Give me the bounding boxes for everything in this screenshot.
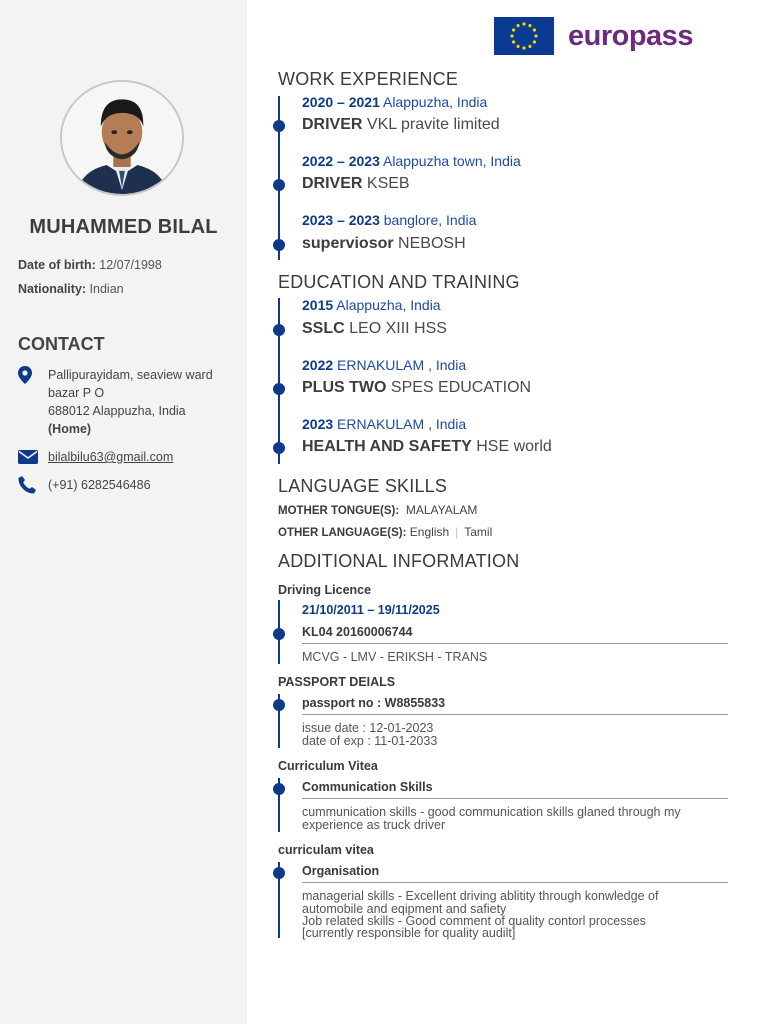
edu-item-2-institution: SPES EDUCATION (390, 379, 532, 396)
edu-item-3-institution: HSE world (476, 438, 552, 455)
separator: | (455, 525, 459, 539)
other-language-item: Tamil (464, 525, 493, 539)
work-item-2-employer: KSEB (366, 175, 410, 192)
timeline-dot (273, 383, 285, 395)
edu-item-1-location: Alappuzha, India (336, 297, 441, 313)
organisation-desc-3: Job related skills - Good comment of quality contorl processes (302, 914, 646, 928)
driving-licence-heading: Driving Licence (278, 583, 372, 597)
edu-item-1-year: 2015 (302, 297, 334, 313)
timeline-dot (273, 699, 285, 711)
timeline-dot (273, 179, 285, 191)
timeline-dot (273, 442, 285, 454)
timeline-dot (273, 783, 285, 795)
edu-item-1-date (302, 297, 441, 313)
timeline-dot (273, 628, 285, 640)
education-title: EDUCATION AND TRAINING (278, 272, 520, 292)
nationality-value: Indian (89, 282, 124, 296)
language-skills-title: LANGUAGE SKILLS (278, 476, 448, 496)
communication-skills-desc-2: experience as truck driver (302, 818, 446, 832)
sidebar (0, 0, 247, 1024)
work-item-1-title: DRIVER (302, 116, 363, 133)
contact-title: CONTACT (18, 334, 105, 354)
additional-info-title: ADDITIONAL INFORMATION (278, 551, 520, 571)
address-type: (Home) (48, 422, 92, 436)
edu-item-3-role (302, 438, 552, 456)
edu-item-2-qualification: PLUS TWO (302, 379, 387, 396)
europass-wordmark: europass (568, 20, 693, 52)
address-line-1: Pallipurayidam, seaview ward (48, 368, 213, 382)
work-experience-title: WORK EXPERIENCE (278, 69, 459, 89)
organisation-desc-4: [currently responsible for quality audilt] (302, 926, 516, 940)
email-row (18, 448, 238, 466)
date-of-birth (18, 258, 162, 272)
communication-skills-title: Communication Skills (302, 780, 728, 799)
edu-item-2-date (302, 357, 466, 373)
work-item-2-title: DRIVER (302, 175, 363, 192)
mother-tongue-label: MOTHER TONGUE(S): (278, 505, 400, 517)
address-row (18, 366, 238, 438)
dob-value: 12/07/1998 (99, 258, 162, 272)
envelope-icon (18, 448, 40, 466)
work-item-2-role (302, 175, 410, 193)
work-item-1-role (302, 116, 500, 134)
map-pin-icon (18, 366, 40, 384)
profile-photo (60, 80, 184, 196)
address-line-2: bazar P O (48, 386, 105, 400)
licence-classes: MCVG - LMV - ERIKSH - TRANS (302, 650, 488, 664)
phone-number: (+91) 6282546486 (48, 478, 151, 492)
organisation-title: Organisation (302, 864, 728, 883)
edu-item-2-location: ERNAKULAM , India (337, 357, 467, 373)
edu-item-2-role (302, 379, 531, 397)
work-item-3-role (302, 235, 466, 253)
edu-item-3-qualification: HEALTH AND SAFETY (302, 438, 472, 455)
edu-item-3-year: 2023 (302, 416, 334, 432)
work-item-1-location: Alappuzha, India (382, 94, 488, 110)
work-item-1-date (302, 94, 487, 110)
passport-heading: PASSPORT DEIALS (278, 675, 396, 689)
mother-tongue-value: MALAYALAM (405, 503, 478, 517)
organisation-desc-2: automobile and eqipment and safiety (302, 902, 507, 916)
dob-label: Date of birth: (18, 258, 96, 272)
work-item-3-location: banglore, India (383, 212, 477, 228)
work-item-2-location: Alappuzha town, India (382, 153, 521, 169)
edu-item-3-location: ERNAKULAM , India (337, 416, 467, 432)
work-item-1-years: 2020 – 2021 (302, 94, 380, 110)
work-item-3-date (302, 212, 476, 228)
phone-icon (18, 476, 40, 494)
cv-heading-1: Curriculum Vitea (278, 759, 378, 773)
passport-issue-date: issue date : 12-01-2023 (302, 721, 434, 735)
other-language-item: English (409, 525, 450, 539)
edu-item-1-qualification: SSLC (302, 320, 345, 337)
timeline-dot (273, 324, 285, 336)
europass-logo (494, 17, 693, 55)
other-languages-label: OTHER LANGUAGE(S): (278, 527, 407, 539)
nationality (18, 282, 124, 296)
licence-number: KL04 20160006744 (302, 625, 728, 644)
passport-number: passport no : W8855833 (302, 696, 728, 715)
edu-item-1-institution: LEO XIII HSS (349, 320, 447, 337)
organisation-desc-1: managerial skills - Excellent driving ablitity through konwledge of (302, 889, 659, 903)
profile-photo-image (62, 82, 182, 194)
work-item-3-title: superviosor (302, 235, 394, 252)
timeline-dot (273, 120, 285, 132)
timeline-dot (273, 239, 285, 251)
phone-row (18, 476, 238, 494)
edu-item-2-year: 2022 (302, 357, 334, 373)
edu-item-1-role (302, 320, 447, 338)
licence-dates: 21/10/2011 – 19/11/2025 (302, 603, 440, 617)
work-item-3-years: 2023 – 2023 (302, 212, 380, 228)
edu-item-3-date (302, 416, 466, 432)
nationality-label: Nationality: (18, 282, 87, 296)
other-languages (278, 525, 492, 539)
passport-expiry-date: date of exp : 11-01-2033 (302, 734, 438, 748)
eu-flag-icon (494, 17, 554, 55)
work-item-2-date (302, 153, 521, 169)
work-item-2-years: 2022 – 2023 (302, 153, 380, 169)
timeline-dot (273, 867, 285, 879)
address-line-3: 688012 Alappuzha, India (48, 404, 186, 418)
email-link[interactable]: bilalbilu63@gmail.com (48, 450, 174, 464)
communication-skills-desc-1: cummunication skills - good communication skills glaned through my (302, 805, 681, 819)
person-name: MUHAMMED BILAL (29, 216, 218, 238)
education-timeline (278, 298, 280, 464)
work-item-1-employer: VKL pravite limited (366, 116, 500, 133)
mother-tongue (278, 503, 477, 517)
cv-heading-2: curriculam vitea (278, 843, 374, 857)
work-item-3-employer: NEBOSH (398, 235, 466, 252)
